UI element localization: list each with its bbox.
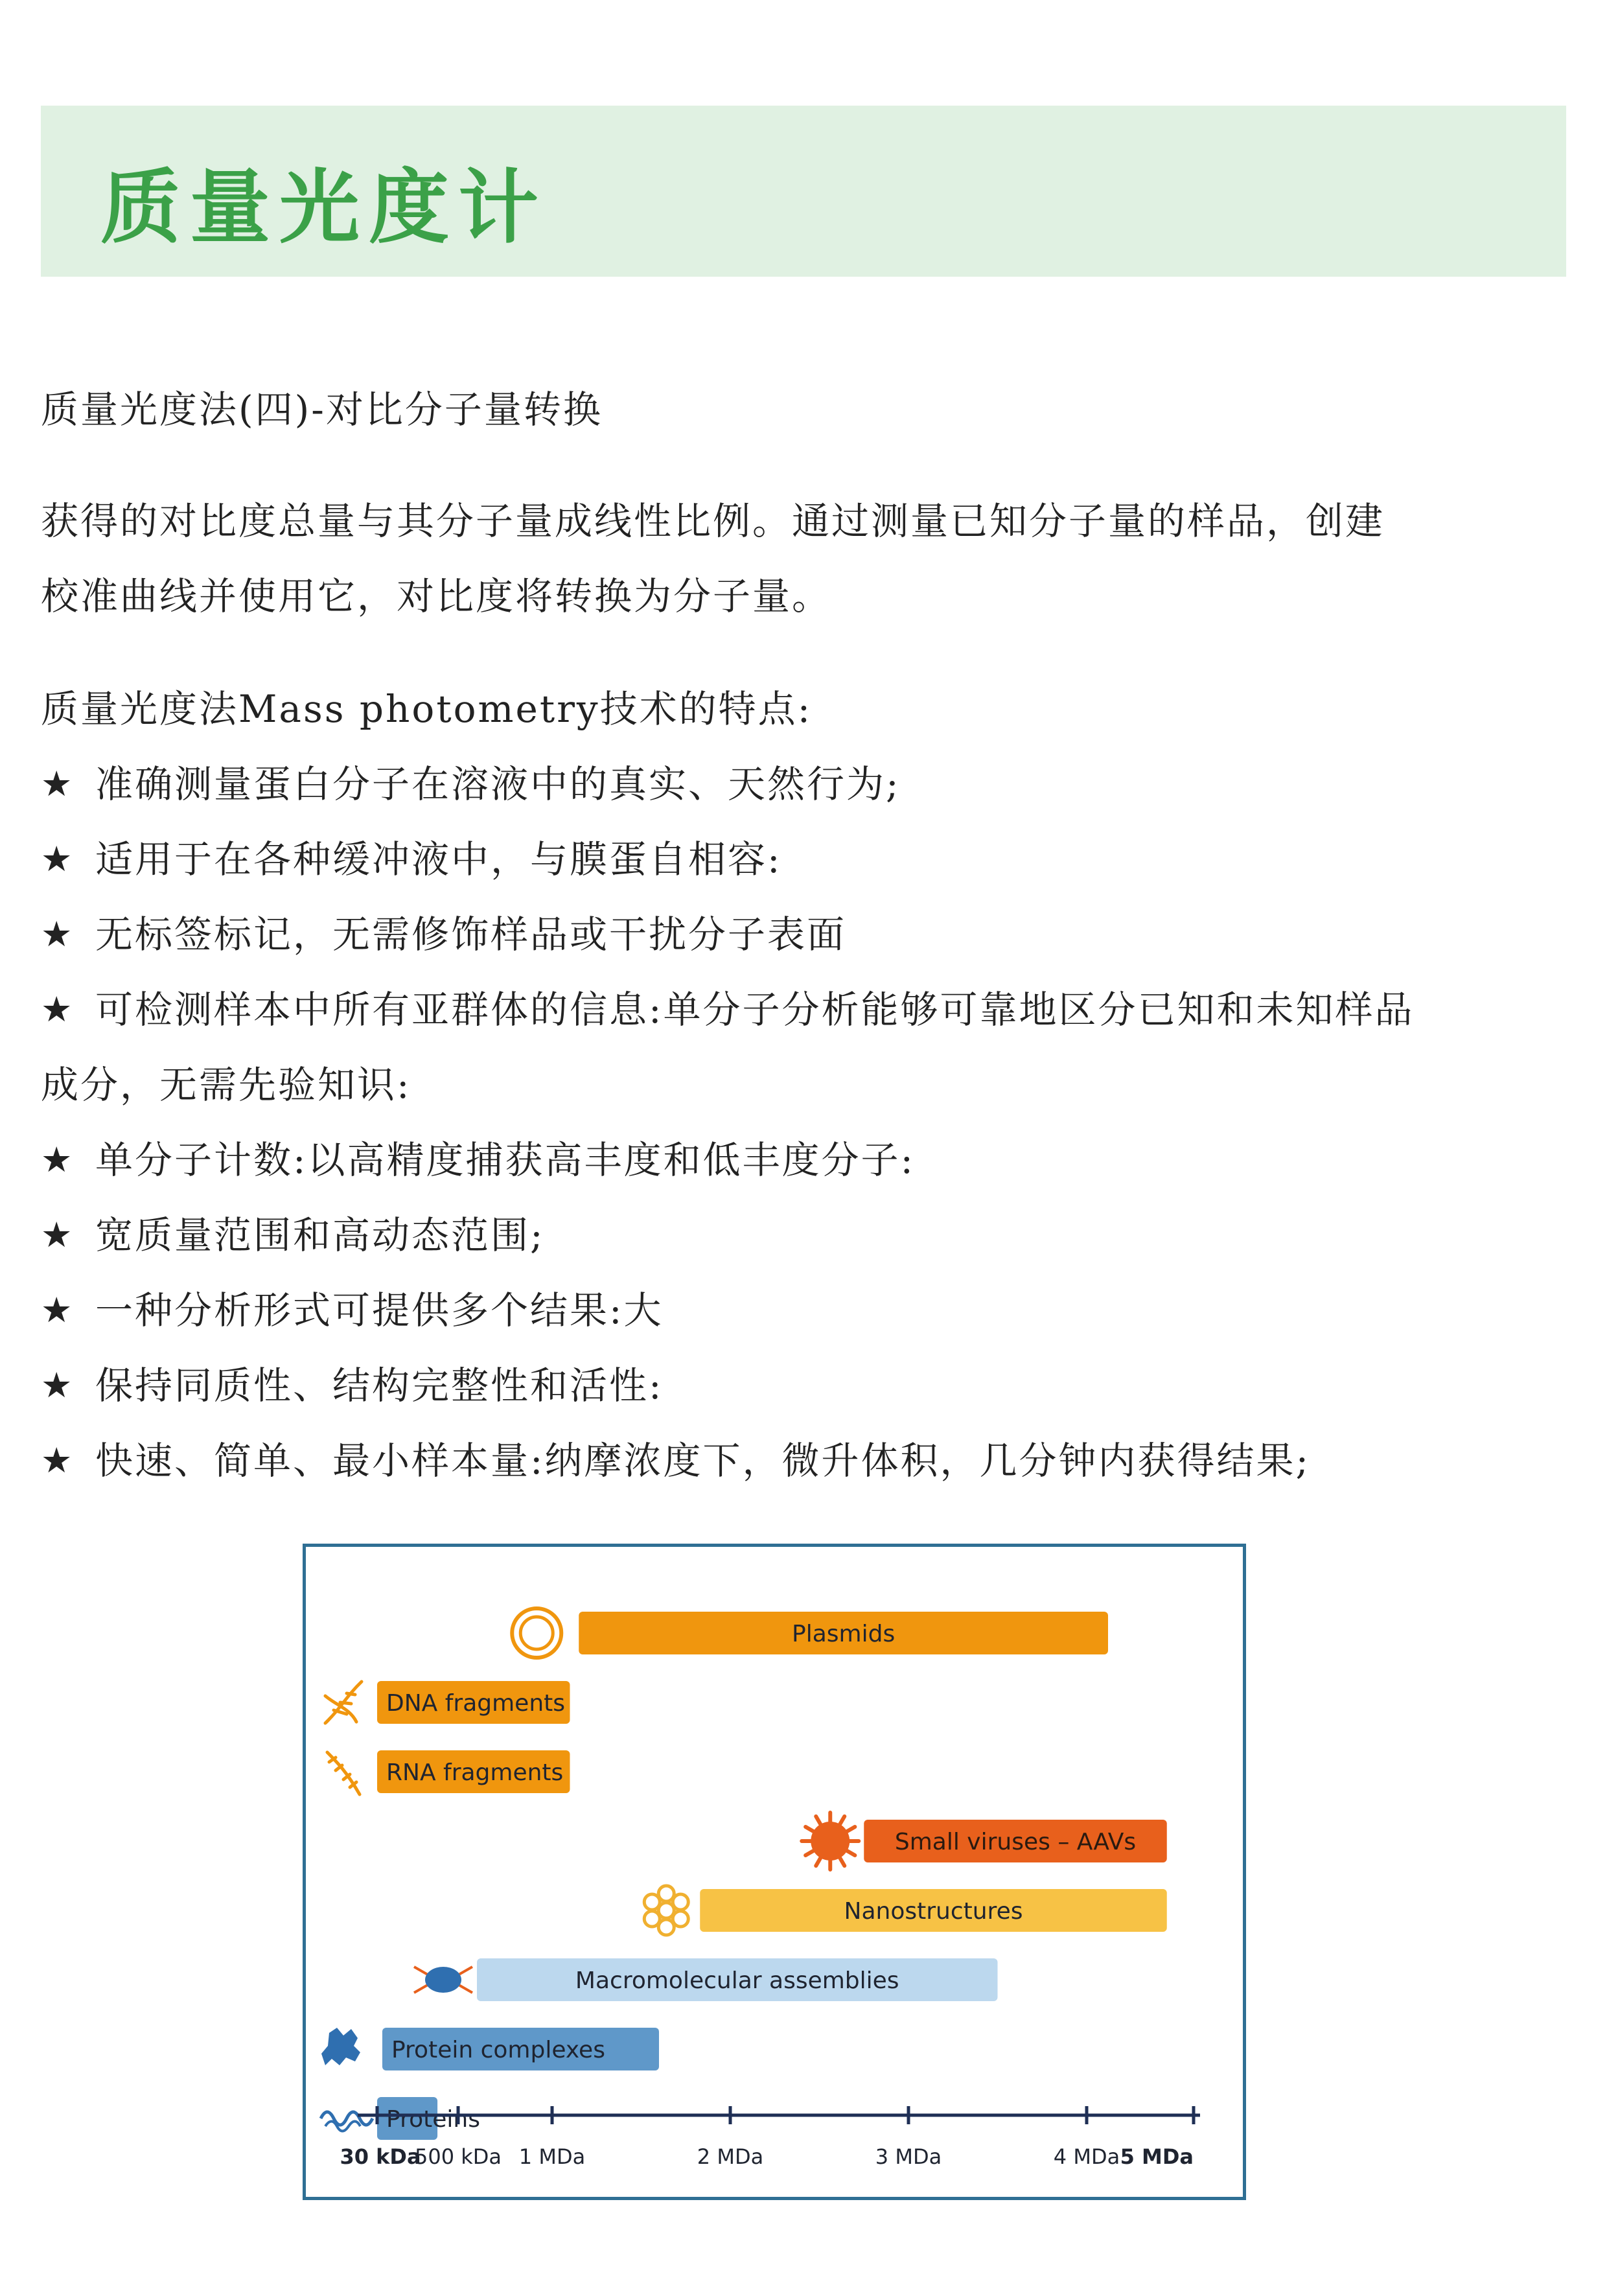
feature-item xyxy=(41,972,1415,1047)
nanostructure-icon xyxy=(658,1919,674,1935)
feature-text: 准确测量蛋白分子在溶液中的真实、天然行为; xyxy=(95,762,901,806)
feature-item xyxy=(41,1273,1415,1348)
x-axis-tick-label: 3 MDa xyxy=(875,2144,942,2169)
feature-text: 适用于在各种缓冲液中，与膜蛋自相容: xyxy=(95,837,782,881)
feature-text: 单分子计数:以高精度捕获高丰度和低丰度分子: xyxy=(95,1138,916,1182)
x-axis-tick-label: 1 MDa xyxy=(518,2144,586,2169)
feature-text: 保持同质性、结构完整性和活性: xyxy=(95,1363,664,1408)
feature-text: 可检测样本中所有亚群体的信息:单分子分析能够可靠地区分已知和未知样品 xyxy=(95,988,1415,1032)
x-axis-tick-label: 4 MDa xyxy=(1053,2144,1120,2169)
bar-label: Small viruses – AAVs xyxy=(894,1829,1137,1855)
star-icon: ★ xyxy=(41,763,75,804)
paragraph-line: 校准曲线并使用它，对比度将转换为分子量。 xyxy=(41,574,832,618)
feature-item xyxy=(41,897,1415,972)
star-icon: ★ xyxy=(41,1290,75,1330)
x-axis-tick-label: 500 kDa xyxy=(414,2144,502,2169)
bar-label: Macromolecular assemblies xyxy=(575,1967,899,1994)
subtitle-text: 质量光度法(四)-对比分子量转换 xyxy=(41,388,603,432)
bar-label: Proteins xyxy=(386,2106,480,2133)
feature-text: 无标签标记，无需修饰样品或干扰分子表面 xyxy=(95,912,847,957)
mass-range-figure xyxy=(303,1544,1246,2200)
x-axis-tick-label: 5 MDa xyxy=(1120,2144,1194,2169)
virus-icon xyxy=(811,1822,850,1861)
rna-icon xyxy=(327,1752,360,1794)
mass-range-chart xyxy=(306,1547,1243,2197)
nanostructure-icon xyxy=(658,1886,674,1901)
star-icon: ★ xyxy=(41,1214,75,1255)
bar-label: Nanostructures xyxy=(844,1898,1023,1925)
features-heading: 质量光度法Mass photometry技术的特点: xyxy=(41,687,813,731)
feature-item xyxy=(41,822,1415,897)
title-banner xyxy=(41,106,1566,277)
feature-item xyxy=(41,1348,1415,1423)
feature-item xyxy=(41,1198,1415,1273)
star-icon: ★ xyxy=(41,914,75,955)
intro-paragraph xyxy=(41,483,1385,634)
features-section xyxy=(41,671,1415,1498)
feature-text: 快速、简单、最小样本量:纳摩浓度下，微升体积，几分钟内获得结果; xyxy=(95,1439,1311,1483)
feature-text: 宽质量范围和高动态范围; xyxy=(95,1213,545,1257)
page-title: 质量光度计 xyxy=(100,161,548,255)
bar-label: Plasmids xyxy=(792,1621,896,1647)
x-axis-tick-label: 2 MDa xyxy=(697,2144,764,2169)
feature-item xyxy=(41,747,1415,822)
star-icon: ★ xyxy=(41,1139,75,1180)
feature-text-continued: 成分，无需先验知识: xyxy=(41,1063,411,1107)
plasmid-icon-inner xyxy=(520,1617,553,1649)
feature-text: 一种分析形式可提供多个结果:大 xyxy=(95,1288,664,1332)
star-icon: ★ xyxy=(41,1365,75,1406)
bar-label: RNA fragments xyxy=(386,1759,564,1786)
x-axis-tick-label: 30 kDa xyxy=(340,2144,421,2169)
star-icon: ★ xyxy=(41,1440,75,1481)
star-icon: ★ xyxy=(41,989,75,1030)
paragraph-line: 获得的对比度总量与其分子量成线性比例。通过测量已知分子量的样品，创建 xyxy=(41,499,1385,543)
feature-item xyxy=(41,1122,1415,1198)
subtitle xyxy=(41,372,603,447)
bar-label: Protein complexes xyxy=(391,2037,605,2063)
bar-label: DNA fragments xyxy=(386,1690,566,1717)
assembly-icon xyxy=(425,1967,461,1993)
feature-item xyxy=(41,1423,1415,1498)
star-icon: ★ xyxy=(41,839,75,879)
protein-complex-icon xyxy=(321,2028,360,2065)
dna-icon xyxy=(325,1682,362,1723)
